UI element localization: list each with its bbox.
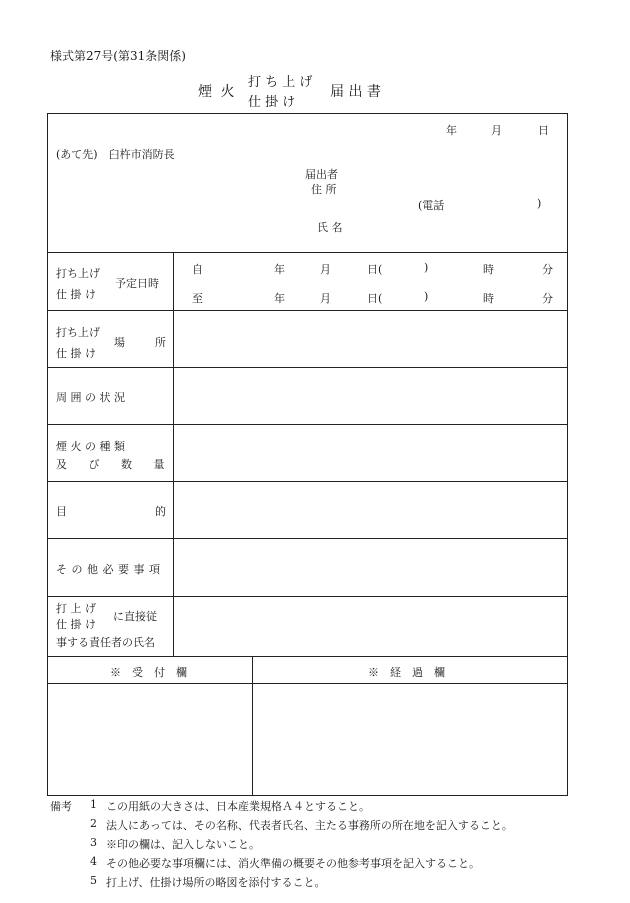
name-label: 氏 名 [317,221,343,234]
other-label: その他必要事項 [56,563,165,576]
addressee: (あて先) 臼杵市消防長 [56,148,175,161]
header-year: 年 [446,124,457,137]
note-number: 1 [90,798,97,811]
kind-label-line2: 及 び 数 量 [56,458,165,471]
purpose-label-a: 目 [56,505,67,518]
phone-close: ) [537,197,542,210]
schedule-label-suffix: 予定日時 [115,277,159,290]
title-notice: 届 出 書 [330,84,381,100]
schedule-to-year: 年 [274,292,285,305]
schedule-to-minute: 分 [542,292,553,305]
schedule-from: 自 [192,263,203,276]
schedule-from-paren: ) [424,261,429,274]
notes-label: 備考 [50,800,72,813]
schedule-to-paren: ) [424,290,429,303]
purpose-label-b: 的 [155,505,166,518]
location-suffix-a: 場 [114,336,125,349]
responsible-suffix: に直接従 [113,610,157,623]
schedule-label-launch: 打ち上げ [56,267,100,280]
address-label: 住 所 [311,183,337,196]
note-text: その他必要な事項欄には、消火準備の概要その他参考事項を記入すること。 [106,857,480,870]
title-fireworks: 煙 火 [198,84,237,100]
schedule-from-hour: 時 [483,263,494,276]
header-month: 月 [491,124,502,137]
schedule-to-day: 日( [367,292,383,305]
note-number: 2 [90,817,97,830]
title-launch: 打 ち 上 げ [248,75,313,90]
schedule-from-day: 日( [367,263,383,276]
schedule-to-hour: 時 [483,292,494,305]
responsible-line1: 打 上 げ [56,602,96,615]
location-suffix-b: 所 [155,336,166,349]
note-number: 4 [90,855,97,868]
schedule-to-month: 月 [320,292,331,305]
note-text: この用紙の大きさは、日本産業規格Ａ４とすること。 [106,800,370,813]
title-setup: 仕 掛 け [248,95,296,110]
schedule-label-setup: 仕 掛 け [56,288,96,301]
progress-header: ※ 経 過 欄 [368,666,445,679]
schedule-from-minute: 分 [542,263,553,276]
location-label-setup: 仕 掛 け [56,347,96,360]
schedule-from-year: 年 [274,263,285,276]
responsible-line3: 事する責任者の氏名 [56,636,155,649]
schedule-to: 至 [192,292,203,305]
note-text: ※印の欄は、記入しないこと。 [106,838,260,851]
schedule-from-month: 月 [320,263,331,276]
note-number: 5 [90,874,97,887]
surroundings-label: 周 囲 の 状 況 [56,391,125,404]
header-day: 日 [538,124,549,137]
kind-label-line1: 煙 火 の 種 類 [56,440,125,453]
responsible-line2: 仕 掛 け [56,618,96,631]
location-label-launch: 打ち上げ [56,326,100,339]
note-text: 打上げ、仕掛け場所の略図を添付すること。 [106,876,326,889]
notifier-label: 届出者 [305,168,338,181]
note-text: 法人にあっては、その名称、代表者氏名、主たる事務所の所在地を記入すること。 [106,819,513,832]
reception-header: ※ 受 付 欄 [110,666,187,679]
form-number: 様式第27号(第31条関係) [50,49,186,63]
note-number: 3 [90,836,97,849]
phone-open: (電話 [418,199,445,212]
